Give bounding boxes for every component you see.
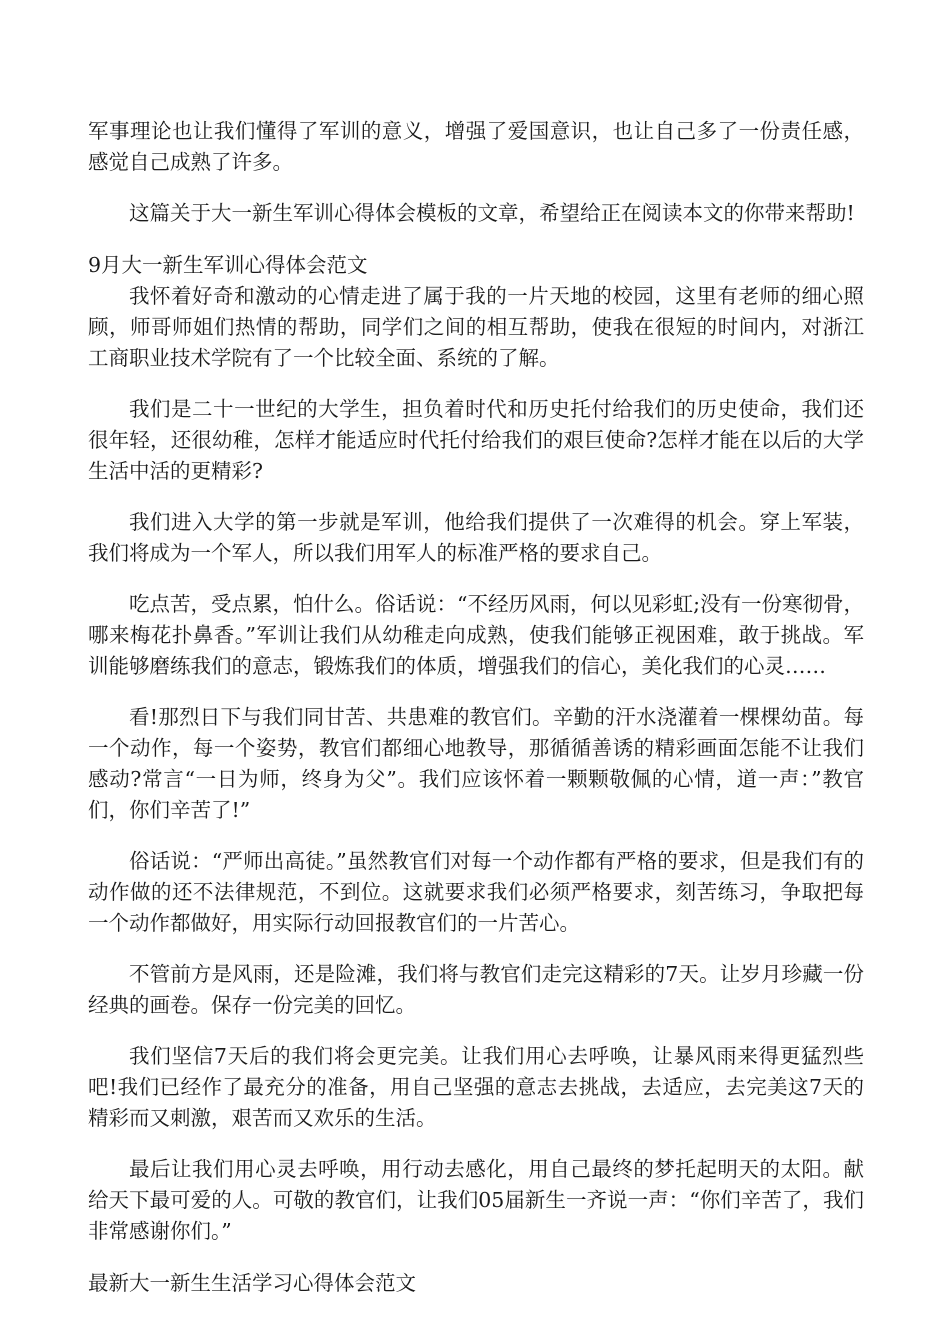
paragraph-body: 最后让我们用心灵去呼唤，用行动去感化，用自己最终的梦托起明天的太阳。献给天下最可爱的人。可敬的教官们，让我们05届新生一齐说一声：“你们辛苦了，我们非常感谢你们。” [88, 1157, 864, 1243]
section-heading-military-training: 9月大一新生军训心得体会范文 [88, 253, 368, 277]
paragraph-body: 我怀着好奇和激动的心情走进了属于我的一片天地的校园，这里有老师的细心照顾，师哥师姐们热情的帮助，同学们之间的相互帮助，使我在很短的时间内，对浙江工商职业技术学院有了一个比较全面、系统的了解。 [88, 284, 864, 370]
paragraph-body: 吃点苦，受点累，怕什么。俗话说：“不经历风雨，何以见彩虹;没有一份寒彻骨，哪来梅花扑鼻香。”军训让我们从幼稚走向成熟，使我们能够正视困难，敢于挑战。军训能够磨练我们的意志，锻炼我们的体质，增强我们的信心，美化我们的心灵…… [88, 592, 864, 678]
paragraph-body: 不管前方是风雨，还是险滩，我们将与教官们走完这精彩的7天。让岁月珍藏一份经典的画卷。保存一份完美的回忆。 [88, 962, 864, 1017]
paragraph-closing-note: 这篇关于大一新生军训心得体会模板的文章，希望给正在阅读本文的你带来帮助! [129, 201, 855, 225]
section-heading-study-life: 最新大一新生生活学习心得体会范文 [88, 1271, 416, 1295]
paragraph-body: 俗话说：“严师出高徒。”虽然教官们对每一个动作都有严格的要求，但是我们有的动作做的还不法律规范，不到位。这就要求我们必须严格要求，刻苦练习，争取把每一个动作都做好，用实际行动回报教官们的一片苦心。 [88, 849, 864, 935]
paragraph-body: 我们是二十一世纪的大学生，担负着时代和历史托付给我们的历史使命，我们还很年轻，还很幼稚，怎样才能适应时代托付给我们的艰巨使命?怎样才能在以后的大学生活中活的更精彩? [88, 397, 864, 483]
paragraph-body: 看!那烈日下与我们同甘苦、共患难的教官们。辛勤的汗水浇灌着一棵棵幼苗。每一个动作，每一个姿势，教官们都细心地教导，那循循善诱的精彩画面怎能不让我们感动?常言“一日为师，终身为父”。我们应该怀着一颗颗敬佩的心情，道一声：”教官们，你们辛苦了!” [88, 705, 864, 822]
document-page [88, 116, 864, 1299]
paragraph-continuation: 军事理论也让我们懂得了军训的意义，增强了爱国意识，也让自己多了一份责任感，感觉自己成熟了许多。 [88, 119, 864, 174]
paragraph-body: 我们进入大学的第一步就是军训，他给我们提供了一次难得的机会。穿上军装，我们将成为一个军人，所以我们用军人的标准严格的要求自己。 [88, 510, 864, 565]
paragraph-body: 我们坚信7天后的我们将会更完美。让我们用心去呼唤，让暴风雨来得更猛烈些吧!我们已经作了最充分的准备，用自己坚强的意志去挑战，去适应，去完美这7天的精彩而又刺激，艰苦而又欢乐的生活。 [88, 1044, 864, 1130]
